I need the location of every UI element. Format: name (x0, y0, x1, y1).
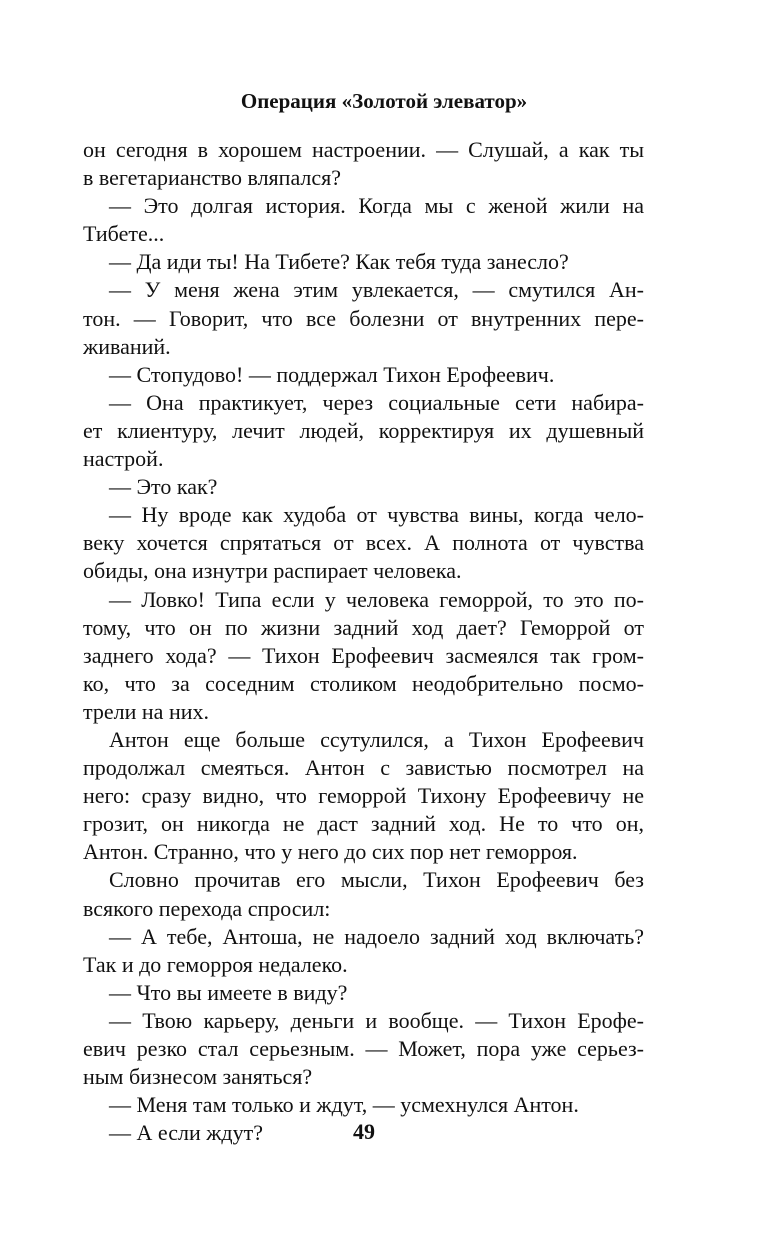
text-line: Антон. Странно, что у него до сих пор нет геморроя. (83, 839, 578, 865)
text-line: веку хочется спрятаться от всех. А полнота от чувства (83, 530, 644, 556)
text-line: него: сразу видно, что геморрой Тихону Ерофеевичу не (83, 783, 644, 809)
text-line: ко, что за соседним столиком неодобрительно посмо- (83, 670, 644, 696)
text-line: продолжал смеяться. Антон с завистью посмотрел на (83, 755, 644, 781)
text-line: Тибете... (83, 221, 165, 247)
text-line: — Твою карьеру, деньги и вообще. — Тихон Ерофе- (109, 1007, 644, 1033)
text-line: обиды, она изнутри распирает человека. (83, 558, 462, 584)
text-line: — Ну вроде как худоба от чувства вины, когда чело- (109, 502, 644, 528)
text-line: трели на них. (83, 698, 209, 724)
text-line: — Она практикует, через социальные сети набира- (109, 389, 644, 415)
text-line: — Ловко! Типа если у человека геморрой, то это по- (109, 586, 644, 612)
text-line: тон. — Говорит, что все болезни от внутренних пере- (83, 305, 644, 331)
text-line: — Стопудово! — поддержал Тихон Ерофеевич. (109, 361, 555, 387)
page-number: 49 (353, 1119, 375, 1144)
text-line: — Меня там только и ждут, — усмехнулся Антон. (109, 1092, 579, 1118)
text-line: — Это как? (109, 474, 218, 500)
text-line: ным бизнесом заняться? (83, 1064, 313, 1090)
text-line: Так и до геморроя недалеко. (83, 951, 348, 977)
text-line: — Это долгая история. Когда мы с женой жили на (109, 193, 644, 219)
running-head: Операция «Золотой элеватор» (240, 89, 528, 113)
text-line: в вегетарианство вляпался? (83, 165, 342, 191)
text-line: живаний. (83, 333, 171, 359)
text-line: — Да иди ты! На Тибете? Как тебя туда занесло? (109, 249, 569, 275)
text-line: — Что вы имеете в виду? (109, 979, 348, 1005)
text-line: евич резко стал серьезным. — Может, пора уже серьез- (83, 1036, 644, 1061)
text-line: ет клиентуру, лечит людей, корректируя их душевный (83, 417, 644, 443)
text-line: он сегодня в хорошем настроении. — Слушай, а как ты (83, 137, 644, 162)
text-line: заднего хода? — Тихон Ерофеевич засмеялся так гром- (83, 642, 644, 668)
text-line: — У меня жена этим увлекается, — смутился Ан- (109, 277, 644, 303)
text-line: всякого перехода спросил: (83, 895, 331, 921)
text-line: тому, что он по жизни задний ход дает? Геморрой от (83, 614, 644, 640)
text-line: Антон еще больше ссутулился, а Тихон Ерофеевич (109, 726, 644, 752)
text-line: грозит, он никогда не даст задний ход. Не то что он, (83, 811, 644, 837)
text-line: — А тебе, Антоша, не надоело задний ход включать? (109, 923, 644, 949)
body-text (83, 136, 644, 1147)
text-line: — А если ждут? (109, 1120, 263, 1146)
text-line: Словно прочитав его мысли, Тихон Ерофеевич без (109, 867, 644, 893)
text-line: настрой. (83, 446, 164, 472)
